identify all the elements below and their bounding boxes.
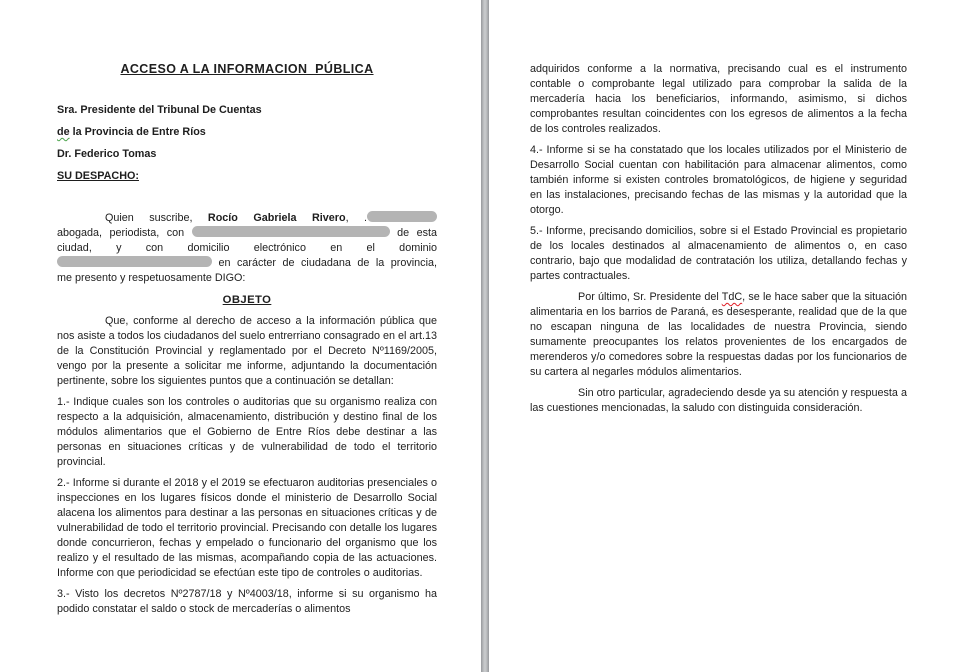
intro-paragraph [57, 211, 437, 286]
text-run: abogada, periodista, con [57, 227, 192, 239]
body-paragraph [530, 290, 907, 380]
body-paragraph [57, 587, 437, 617]
objeto-heading: OBJETO [222, 294, 272, 306]
left-paragraphs [57, 314, 437, 617]
text-run: me presento y respetuosamente DIGO: [57, 272, 246, 284]
body-paragraph [530, 386, 907, 416]
text-run: de esta [389, 227, 437, 239]
page-1 [57, 62, 437, 623]
text-run: 4.- Informe si se ha constatado que los locales utilizados por el Ministerio de Desarrollo Social cuentan con habilitación para almacenar alimentos, como también informe si existen controles bromatológicos, de higiene y seguridad en las instalaciones, precisando fechas de las mismas y la autoridad que la otorgo. [530, 144, 907, 216]
text-run: adquiridos conforme a la normativa, precisando cual es el instrumento contable o comprobante legal utilizado para comprobar la salida de la mercadería hacia los beneficiarios, informando, asimismo, si dichos comprobantes resultan coincidentes con los egresos de alimentos a la fecha de los controles realizados. [530, 63, 907, 135]
text-run: Rocío Gabriela Rivero [207, 212, 346, 224]
intro-line [57, 256, 437, 271]
body-paragraph [530, 143, 907, 218]
recipient-block [57, 103, 437, 162]
body-paragraph [57, 395, 437, 470]
body-paragraph [530, 224, 907, 284]
intro-line [57, 226, 437, 241]
text-run: 2.- Informe si durante el 2018 y el 2019 se efectuaron auditorias presenciales o inspecciones en los lugares físicos donde el ministerio de Desarrollo Social alacena los alimentos para destinar a las personas en situaciones críticas y de vulnerabilidad de todo el territorio provincial. Precisando con detalle los lugares donde concurrieron, fechas y empelado o funcionario del organismo que los realizo y el resultado de las mismas, acompañando copia de las actuaciones. Informe con que periodicidad se efectúan este tipo de controles o auditorias. [57, 477, 437, 579]
body-paragraph [57, 314, 437, 389]
text-run: Sra. Presidente del Tribunal De Cuentas [57, 104, 262, 116]
text-run: Quien suscribe, [105, 212, 208, 224]
text-run: 1.- Indique cuales son los controles o auditorias que su organismo realiza con respecto a la adquisición, almacenamiento, distribución y destino final de los módulos alimentarios que el Gobierno de Entre Ríos debe destinar a las personas en situaciones críticas y de vulnerabilidad de todo el territorio provincial. [57, 396, 437, 468]
text-run: Que, conforme al derecho de acceso a la información pública que nos asiste a todos los ciudadanos del suelo entrerriano consagrado en el art.13 de la Constitución Provincial y reglamentado por el Decreto Nº1169/2005, vengo por la presente a solicitar me informe, adjuntando la documentación pertinente, sobre los siguientes puntos que a continuación se detallan: [57, 315, 437, 387]
text-run: ciudad, y con domicilio electrónico en el dominio [57, 242, 437, 254]
recipient-line [57, 147, 437, 162]
recipient-line [57, 125, 437, 140]
document-title: ACCESO A LA INFORMACION PÚBLICA [120, 62, 374, 76]
redaction-bar [367, 211, 437, 222]
body-paragraph [57, 476, 437, 581]
text-run: Sin otro particular, agradeciendo desde ya su atención y respuesta a las cuestiones mencionadas, la saludo con distinguida consideración. [530, 387, 907, 414]
intro-line [57, 271, 437, 286]
redaction-bar [192, 226, 390, 237]
page-2 [530, 62, 907, 422]
text-run: , se le hace saber que la situación alimentaria en los barrios de Paraná, es desesperante, realidad que de la que no escapan ninguna de las localidades de nuestra Provincia, siendo sumamente preocupantes los relatos provenientes de los encargados de merenderos y/o comedores sobre la respuestas dadas por los funcionarios de su cartera al negarles módulos alimentarios. [530, 291, 907, 378]
text-run: en carácter de ciudadana de la provincia, [212, 257, 437, 269]
spellcheck-flagged-text: TdC [721, 291, 743, 303]
intro-line [57, 241, 437, 256]
despacho-line: SU DESPACHO: [57, 170, 139, 182]
text-run: 5.- Informe, precisando domicilios, sobre si el Estado Provincial es propietario de los locales destinados al almacenamiento de alimentos o, en caso contrario, bajo que modalidad de contratación los utiliza, detallando fechas y partes contractuales. [530, 225, 907, 282]
right-paragraphs [530, 62, 907, 416]
intro-line [57, 211, 437, 226]
text-run: 3.- Visto los decretos Nº2787/18 y Nº4003/18, informe si su organismo ha podido constatar el saldo o stock de mercaderías o alimentos [57, 588, 437, 615]
text-run: la Provincia de Entre Ríos [69, 126, 206, 138]
spellcheck-flagged-text: de [57, 126, 70, 138]
page-divider [481, 0, 489, 672]
text-run: Dr. Federico Tomas [57, 148, 157, 160]
recipient-line [57, 103, 437, 118]
body-paragraph [530, 62, 907, 137]
redaction-bar [57, 256, 212, 267]
text-run: Por último, Sr. Presidente del [578, 291, 722, 303]
text-run: , . [345, 212, 368, 224]
